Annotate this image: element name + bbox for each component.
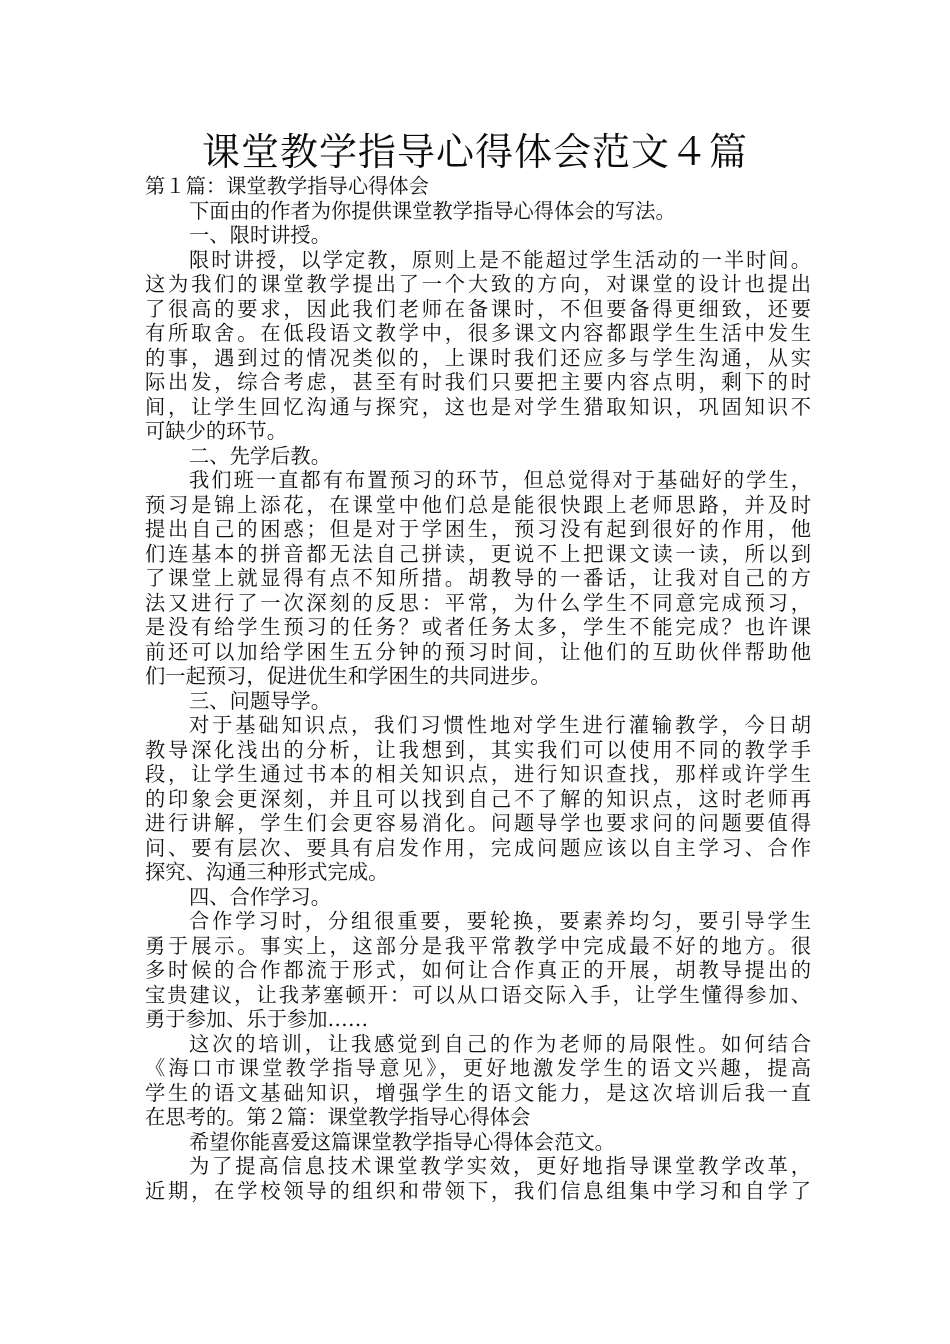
text-line: 勇于参加、乐于参加……	[145, 1007, 369, 1031]
text-line: 可缺少的环节。	[145, 419, 287, 443]
text-line: 希望你能喜爱这篇课堂教学指导心得体会范文。	[189, 1129, 615, 1154]
text-line: 我们班一直都有布置预习的环节，但总觉得对于基础好的学生，	[189, 468, 811, 492]
text-line: 提出自己的困惑；但是对于学困生，预习没有起到很好的作用，他	[145, 517, 811, 541]
text-line: 二、先学后教。	[189, 443, 331, 468]
text-line: 第１篇：课堂教学指导心得体会	[145, 174, 429, 198]
text-line: 们一起预习，促进优生和学困生的共同进步。	[145, 664, 551, 688]
text-line: 们连基本的拼音都无法自己拼读，更说不上把课文读一读，所以到	[145, 541, 811, 566]
text-line: 宝贵建议，让我茅塞顿开：可以从口语交际入手，让学生懂得参加、	[145, 982, 811, 1007]
text-line: 了很高的要求，因此我们老师在备课时，不但要备得更细致，还要	[145, 296, 811, 321]
text-line: 在思考的。第２篇：课堂教学指导心得体会	[145, 1105, 531, 1129]
text-line: 的印象会更深刻，并且可以找到自己不了解的知识点，这时老师再	[145, 786, 811, 811]
text-line: 多时候的合作都流于形式，如何让合作真正的开展，胡教导提出的	[145, 958, 811, 982]
document-body	[145, 174, 811, 1203]
text-line: 近期，在学校领导的组织和带领下，我们信息组集中学习和自学了	[145, 1178, 811, 1203]
text-line: 四、合作学习。	[189, 884, 331, 909]
text-line: 对于基础知识点，我们习惯性地对学生进行灌输教学，今日胡	[189, 713, 811, 737]
text-line: 是没有给学生预习的任务？或者任务太多，学生不能完成？也许课	[145, 615, 811, 639]
text-line: 教导深化浅出的分析，让我想到，其实我们可以使用不同的教学手	[145, 737, 811, 762]
text-line: 合作学习时，分组很重要，要轮换，要素养均匀，要引导学生	[189, 909, 811, 933]
text-line: 问、要有层次、要具有启发作用，完成问题应该以自主学习、合作	[145, 835, 811, 860]
text-line: 这为我们的课堂教学提出了一个大致的方向，对课堂的设计也提出	[145, 272, 811, 296]
text-line: 预习是锦上添花，在课堂中他们总是能很快跟上老师思路，并及时	[145, 492, 811, 517]
text-line: 段，让学生通过书本的相关知识点，进行知识查找，那样或许学生	[145, 762, 811, 786]
text-line: 为了提高信息技术课堂教学实效，更好地指导课堂教学改革，	[189, 1154, 811, 1178]
text-line: 法又进行了一次深刻的反思：平常，为什么学生不同意完成预习，	[145, 590, 811, 615]
document-title: 课堂教学指导心得体会范文４篇	[201, 130, 748, 174]
text-line: 有所取舍。在低段语文教学中，很多课文内容都跟学生生活中发生	[145, 321, 811, 345]
text-line: 一、限时讲授。	[189, 223, 331, 247]
text-line: 学生的语文基础知识，增强学生的语文能力，是这次培训后我一直	[145, 1080, 811, 1105]
text-line: 进行讲解，学生们会更容易消化。问题导学也要求问的问题要值得	[145, 811, 811, 835]
text-line: 下面由的作者为你提供课堂教学指导心得体会的写法。	[189, 198, 676, 223]
text-line: 三、问题导学。	[189, 688, 331, 713]
text-line: 这次的培训，让我感觉到自己的作为老师的局限性。如何结合	[189, 1031, 811, 1056]
text-line: 间，让学生回忆沟通与探究，这也是对学生猎取知识，巩固知识不	[145, 394, 811, 419]
text-line: 际出发，综合考虑，甚至有时我们只要把主要内容点明，剩下的时	[145, 370, 811, 394]
text-line: 了课堂上就显得有点不知所措。胡教导的一番话，让我对自己的方	[145, 566, 811, 590]
text-line: 前还可以加给学困生五分钟的预习时间，让他们的互助伙伴帮助他	[145, 639, 811, 664]
text-line: 的事，遇到过的情况类似的，上课时我们还应多与学生沟通，从实	[145, 345, 811, 370]
text-line: 限时讲授，以学定教，原则上是不能超过学生活动的一半时间。	[189, 247, 811, 272]
text-line: 探究、沟通三种形式完成。	[145, 860, 389, 884]
text-line: 《海口市课堂教学指导意见》，更好地激发学生的语文兴趣，提高	[145, 1056, 811, 1080]
text-line: 勇于展示。事实上，这部分是我平常教学中完成最不好的地方。很	[145, 933, 811, 958]
